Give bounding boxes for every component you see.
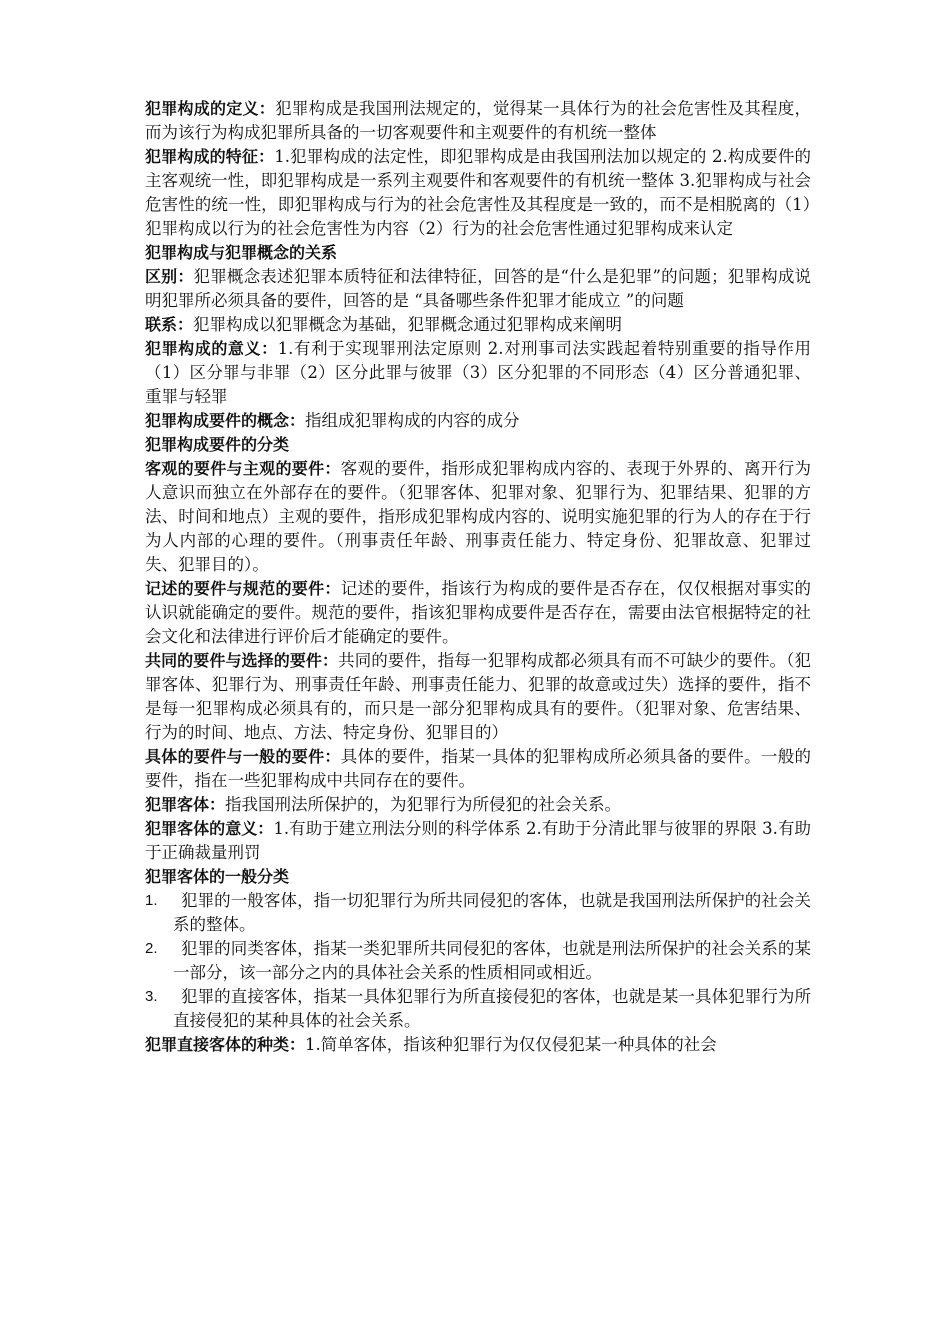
paragraph-text: 具体的要件，指某一具体的犯罪构成所必须具备的要件。一般的要件，指在一些犯罪构成中共同存在的要件。 bbox=[145, 747, 812, 790]
paragraph-element-concept bbox=[145, 409, 811, 433]
paragraph-text: 1.犯罪构成的法定性，即犯罪构成是由我国刑法加以规定的 2.构成要件的主客观统一性，即犯罪构成是一系列主观要件和客观要件的有机统一整体 3.犯罪构成与社会危害性的统一性，即犯罪构成与行为的社会危害性及其程度是一致的，而不是相脱离的（1）犯罪构成以行为的社会危害性为内容（2）行为的社会危害性通过犯罪构成来认定 bbox=[145, 147, 811, 238]
list-item-text: 犯罪的直接客体，指某一具体犯罪行为所直接侵犯的客体，也就是某一具体犯罪行为所直接侵犯的某种具体的社会关系。 bbox=[173, 987, 811, 1030]
paragraph-definition bbox=[145, 97, 811, 145]
paragraph-specific-general bbox=[145, 745, 811, 793]
term-label: 具体的要件与一般的要件： bbox=[145, 747, 341, 766]
paragraph-object-significance bbox=[145, 817, 811, 865]
term-label: 犯罪构成的意义： bbox=[145, 339, 278, 358]
paragraph-connection bbox=[145, 313, 811, 337]
term-label: 共同的要件与选择的要件： bbox=[145, 651, 339, 670]
list-item-number: 2. bbox=[145, 940, 158, 957]
paragraph-text: 记述的要件，指该行为构成的要件是否存在，仅仅根据对事实的认识就能确定的要件。规范的要件，指该犯罪构成要件是否存在，需要由法官根据特定的社会文化和法律进行评价后才能确定的要件。 bbox=[145, 579, 812, 646]
list-item-number: 3. bbox=[145, 988, 158, 1005]
section-heading-classification: 犯罪构成要件的分类 bbox=[145, 435, 290, 454]
term-label: 区别： bbox=[145, 267, 194, 286]
document-page bbox=[145, 97, 811, 1057]
paragraph-objective-subjective bbox=[145, 457, 811, 577]
term-label: 犯罪构成的特征： bbox=[145, 147, 275, 166]
term-label: 记述的要件与规范的要件： bbox=[145, 579, 341, 598]
list-item-text: 犯罪的一般客体，指一切犯罪行为所共同侵犯的客体，也就是我国刑法所保护的社会关系的整体。 bbox=[173, 891, 811, 934]
paragraph-descriptive-normative bbox=[145, 577, 811, 649]
term-label: 联系： bbox=[145, 315, 194, 334]
paragraph-text: 犯罪构成以犯罪概念为基础，犯罪概念通过犯罪构成来阐明 bbox=[193, 315, 623, 334]
paragraph-text: 犯罪概念表述犯罪本质特征和法律特征，回答的是“什么是犯罪”的问题；犯罪构成说明犯罪所必须具备的要件，回答的是 “具备哪些条件犯罪才能成立 ”的问题 bbox=[145, 267, 811, 310]
term-label: 犯罪直接客体的种类： bbox=[145, 1035, 306, 1054]
list-item bbox=[145, 937, 811, 985]
paragraph-text: 客观的要件，指形成犯罪构成内容的、表现于外界的、离开行为人意识而独立在外部存在的要件。（犯罪客体、犯罪对象、犯罪行为、犯罪结果、犯罪的方法、时间和地点）主观的要件，指形成犯罪构成内容的、说明实施犯罪的行为人的存在于行为人内部的心理的要件。（刑事责任年龄、刑事责任能力、特定身份、犯罪故意、犯罪过失、犯罪目的）。 bbox=[145, 459, 812, 574]
list-item bbox=[145, 889, 811, 937]
term-label: 犯罪客体的意义： bbox=[145, 819, 274, 838]
paragraph-text: 共同的要件，指每一犯罪构成都必须具有而不可缺少的要件。（犯罪客体、犯罪行为、刑事责任年龄、刑事责任能力、犯罪的故意或过失）选择的要件，指不是每一犯罪构成必须具有的，而只是一部分犯罪构成具有的要件。（犯罪对象、危害结果、行为的时间、地点、方法、特定身份、犯罪目的） bbox=[145, 651, 811, 742]
section-heading-relation: 犯罪构成与犯罪概念的关系 bbox=[145, 243, 338, 262]
object-classification-list bbox=[145, 889, 811, 1033]
paragraph-common-optional bbox=[145, 649, 811, 745]
paragraph-text: 指我国刑法所保护的，为犯罪行为所侵犯的社会关系。 bbox=[225, 795, 622, 814]
paragraph-text: 1.简单客体，指该种犯罪行为仅仅侵犯某一种具体的社会 bbox=[305, 1035, 717, 1054]
paragraph-text: 1.有利于实现罪刑法定原则 2.对刑事司法实践起着特别重要的指导作用（1）区分罪与非罪（2）区分此罪与彼罪（3）区分犯罪的不同形态（4）区分普通犯罪、重罪与轻罪 bbox=[145, 339, 811, 406]
term-label: 客观的要件与主观的要件： bbox=[145, 459, 341, 478]
term-label: 犯罪构成的定义： bbox=[145, 99, 276, 118]
paragraph-crime-object bbox=[145, 793, 811, 817]
term-label: 犯罪构成要件的概念： bbox=[145, 411, 306, 430]
paragraph-features bbox=[145, 145, 811, 241]
paragraph-text: 指组成犯罪构成的内容的成分 bbox=[305, 411, 520, 430]
list-item bbox=[145, 985, 811, 1033]
paragraph-significance bbox=[145, 337, 811, 409]
paragraph-direct-object-types bbox=[145, 1033, 811, 1057]
section-heading-object-classification: 犯罪客体的一般分类 bbox=[145, 867, 290, 886]
paragraph-difference bbox=[145, 265, 811, 313]
paragraph-text: 1.有助于建立刑法分则的科学体系 2.有助于分清此罪与彼罪的界限 3.有助于正确裁量刑罚 bbox=[145, 819, 811, 862]
list-item-text: 犯罪的同类客体，指某一类犯罪所共同侵犯的客体，也就是刑法所保护的社会关系的某一部分，该一部分之内的具体社会关系的性质相同或相近。 bbox=[173, 939, 811, 982]
list-item-number: 1. bbox=[145, 892, 158, 909]
term-label: 犯罪客体： bbox=[145, 795, 226, 814]
paragraph-text: 犯罪构成是我国刑法规定的，觉得某一具体行为的社会危害性及其程度，而为该行为构成犯罪所具备的一切客观要件和主观要件的有机统一整体 bbox=[145, 99, 811, 142]
